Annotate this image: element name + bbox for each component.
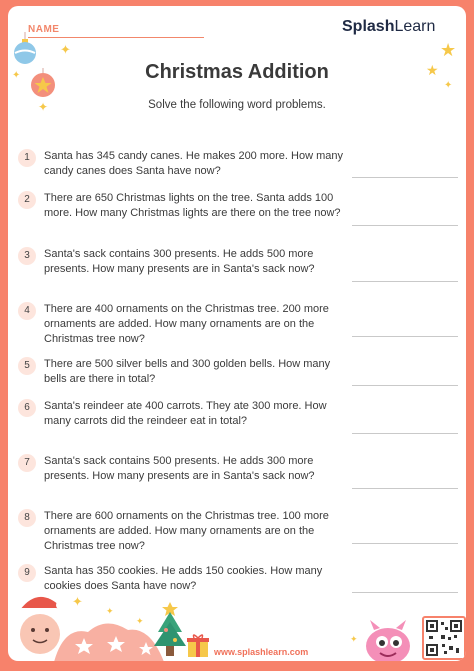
sparkle-icon: ✦ bbox=[106, 606, 114, 616]
name-label: NAME bbox=[28, 24, 60, 35]
sparkle-icon: ✦ bbox=[38, 100, 49, 114]
star-icon: ★ bbox=[426, 62, 439, 78]
sparkle-icon: ✦ bbox=[12, 70, 21, 81]
problem-text: Santa's sack contains 300 presents. He adds 500 more presents. How many presents are in Santa's sack now? bbox=[44, 248, 315, 276]
problem-text: Santa has 350 cookies. He adds 150 cookies. How many cookies does Santa have now? bbox=[44, 565, 323, 593]
problem-number: 3 bbox=[18, 247, 36, 265]
problem-text: There are 600 ornaments on the Christmas tree. 100 more ornaments are added. How many ornaments are on the Christmas tree now? bbox=[44, 510, 329, 553]
name-line[interactable] bbox=[28, 37, 204, 38]
answer-line[interactable] bbox=[352, 385, 458, 386]
answer-line[interactable] bbox=[352, 433, 458, 434]
answer-line[interactable] bbox=[352, 488, 458, 489]
problem-text: Santa's reindeer ate 400 carrots. They ate 300 more. How many carrots did the reindeer eat in total? bbox=[44, 400, 327, 428]
problem-text: Santa has 345 candy canes. He makes 200 more. How many candy canes does Santa have now? bbox=[44, 150, 343, 178]
page-title: Christmas Addition bbox=[145, 61, 329, 83]
problem-number: 7 bbox=[18, 454, 36, 472]
problem-text: Santa's sack contains 500 presents. He adds 300 more presents. How many presents are in Santa's sack now? bbox=[44, 455, 315, 483]
answer-line[interactable] bbox=[352, 336, 458, 337]
answer-line[interactable] bbox=[352, 543, 458, 544]
sparkle-icon: ✦ bbox=[60, 42, 71, 57]
brand-logo bbox=[342, 18, 435, 36]
problem-text: There are 650 Christmas lights on the tree. Santa adds 100 more. How many Christmas lights are there on the tree now? bbox=[44, 192, 341, 220]
answer-line[interactable] bbox=[352, 281, 458, 282]
sparkle-icon: ✦ bbox=[444, 80, 453, 91]
page-subtitle: Solve the following word problems. bbox=[148, 99, 326, 111]
problem-text: There are 400 ornaments on the Christmas tree. 200 more ornaments are added. How many ornaments are on the Christmas tree now? bbox=[44, 303, 329, 346]
problem-text: There are 500 silver bells and 300 golden bells. How many bells are there in total? bbox=[44, 358, 331, 386]
footer-url: www.splashlearn.com bbox=[214, 647, 309, 657]
problem-number: 4 bbox=[18, 302, 36, 320]
monster-mascot-icon bbox=[360, 616, 416, 661]
problem-number: 8 bbox=[18, 509, 36, 527]
problem-number: 5 bbox=[18, 357, 36, 375]
star-icon: ★ bbox=[440, 40, 457, 60]
problem-number: 2 bbox=[18, 191, 36, 209]
answer-line[interactable] bbox=[352, 177, 458, 178]
sparkle-icon: ✦ bbox=[350, 634, 358, 644]
answer-line[interactable] bbox=[352, 225, 458, 226]
brand-logo-part2: Learn bbox=[394, 18, 436, 35]
brand-logo-part1: Splash bbox=[342, 18, 395, 35]
problem-number: 1 bbox=[18, 149, 36, 167]
problem-number: 9 bbox=[18, 564, 36, 582]
qr-code-pattern-icon bbox=[424, 618, 464, 658]
answer-line[interactable] bbox=[352, 592, 458, 593]
gift-box-icon bbox=[186, 632, 210, 658]
sparkle-icon: ✦ bbox=[136, 616, 144, 626]
problem-number: 6 bbox=[18, 399, 36, 417]
qr-code[interactable] bbox=[422, 616, 466, 660]
worksheet bbox=[8, 6, 466, 661]
sparkle-icon: ✦ bbox=[72, 594, 83, 609]
